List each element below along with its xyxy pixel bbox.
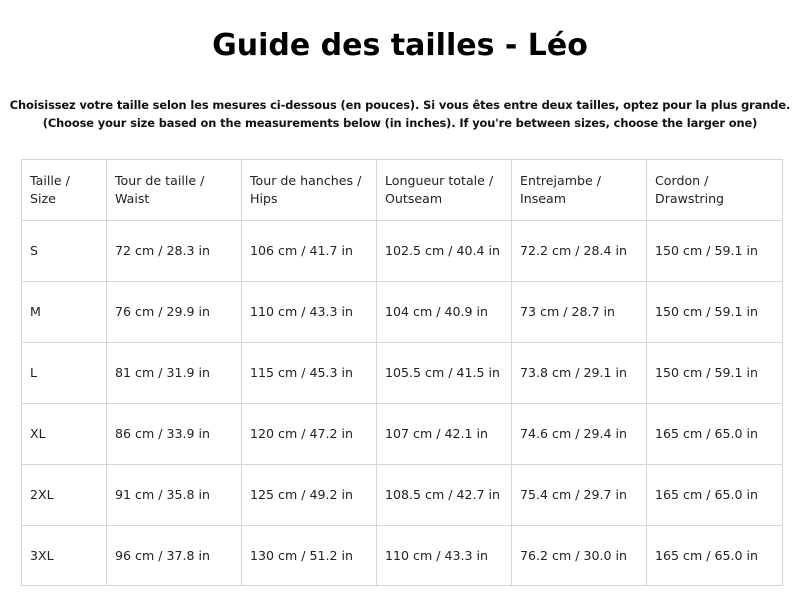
cell-size [22, 343, 107, 404]
cell-waist [107, 404, 242, 465]
cell-size [22, 282, 107, 343]
cell-inseam [512, 404, 647, 465]
header-drawstring-line1: Cordon / [655, 173, 709, 188]
cell-hips [242, 404, 377, 465]
cell-inseam [512, 465, 647, 526]
cell-text: 165 cm / 65.0 in [655, 426, 759, 441]
cell-text: 165 cm / 65.0 in [655, 547, 759, 563]
cell-inseam [512, 282, 647, 343]
cell-text: M [30, 304, 41, 319]
cell-text: 107 cm / 42.1 in [385, 426, 489, 441]
cell-text: 105.5 cm / 41.5 in [385, 365, 501, 380]
cell-text: 102.5 cm / 40.4 in [385, 243, 501, 258]
cell-text: 110 cm / 43.3 in [250, 304, 354, 319]
cell-text: 3XL [30, 547, 54, 563]
header-hips [242, 160, 377, 221]
cell-size [22, 465, 107, 526]
cell-inseam [512, 526, 647, 586]
cell-size [22, 404, 107, 465]
cell-outseam [377, 526, 512, 586]
cell-text: 125 cm / 49.2 in [250, 487, 354, 502]
cell-text: 72 cm / 28.3 in [115, 243, 210, 258]
cell-inseam [512, 221, 647, 282]
cell-waist [107, 526, 242, 586]
cell-drawstring [647, 343, 783, 404]
cell-text: 2XL [30, 487, 54, 502]
cell-size [22, 221, 107, 282]
header-outseam-line1: Longueur totale / [385, 173, 494, 188]
cell-text: 115 cm / 45.3 in [250, 365, 354, 380]
size-chart-table [21, 159, 783, 586]
header-waist-line1: Tour de taille / [115, 173, 205, 188]
cell-waist [107, 282, 242, 343]
table-row [22, 404, 783, 465]
header-inseam-line2: Inseam [520, 191, 566, 206]
cell-hips [242, 282, 377, 343]
page-title: Guide des tailles - Léo [212, 28, 588, 63]
cell-outseam [377, 404, 512, 465]
header-waist-line2: Waist [115, 191, 150, 206]
table-header-row [22, 160, 783, 221]
header-waist [107, 160, 242, 221]
cell-waist [107, 221, 242, 282]
header-inseam [512, 160, 647, 221]
header-outseam-line2: Outseam [385, 191, 443, 206]
cell-text: 108.5 cm / 42.7 in [385, 487, 501, 502]
table-row [22, 465, 783, 526]
cell-outseam [377, 343, 512, 404]
table-row [22, 526, 783, 586]
cell-text: L [30, 365, 38, 380]
cell-outseam [377, 282, 512, 343]
cell-text: 91 cm / 35.8 in [115, 487, 210, 502]
cell-text: 76 cm / 29.9 in [115, 304, 210, 319]
cell-drawstring [647, 282, 783, 343]
cell-hips [242, 221, 377, 282]
cell-text: 106 cm / 41.7 in [250, 243, 354, 258]
cell-text: 86 cm / 33.9 in [115, 426, 210, 441]
cell-waist [107, 465, 242, 526]
cell-hips [242, 343, 377, 404]
cell-text: 76.2 cm / 30.0 in [520, 547, 628, 563]
cell-outseam [377, 465, 512, 526]
cell-drawstring [647, 465, 783, 526]
cell-drawstring [647, 526, 783, 586]
cell-text: 73.8 cm / 29.1 in [520, 365, 628, 380]
cell-text: XL [30, 426, 46, 441]
cell-text: 110 cm / 43.3 in [385, 547, 489, 563]
cell-hips [242, 526, 377, 586]
cell-size [22, 526, 107, 586]
cell-text: 104 cm / 40.9 in [385, 304, 489, 319]
header-outseam [377, 160, 512, 221]
intro-line-english: (Choose your size based on the measurements below (in inches). If you're between sizes, choose the larger one) [42, 116, 758, 130]
header-size-line2: Size [30, 191, 56, 206]
intro-text [0, 96, 800, 132]
cell-text: 150 cm / 59.1 in [655, 304, 759, 319]
cell-text: 165 cm / 65.0 in [655, 487, 759, 502]
cell-drawstring [647, 221, 783, 282]
cell-hips [242, 465, 377, 526]
header-hips-line1: Tour de hanches / [250, 173, 362, 188]
cell-drawstring [647, 404, 783, 465]
table-row [22, 221, 783, 282]
cell-text: S [30, 243, 38, 258]
cell-text: 74.6 cm / 29.4 in [520, 426, 628, 441]
cell-text: 130 cm / 51.2 in [250, 547, 354, 563]
cell-text: 96 cm / 37.8 in [115, 547, 210, 563]
cell-text: 120 cm / 47.2 in [250, 426, 354, 441]
header-drawstring-line2: Drawstring [655, 191, 725, 206]
cell-text: 73 cm / 28.7 in [520, 304, 615, 319]
table-row [22, 343, 783, 404]
header-inseam-line1: Entrejambe / [520, 173, 601, 188]
intro-line-french: Choisissez votre taille selon les mesures ci-dessous (en pouces). Si vous êtes entre deux tailles, optez pour la plus grande. [9, 98, 791, 112]
cell-inseam [512, 343, 647, 404]
cell-text: 75.4 cm / 29.7 in [520, 487, 628, 502]
header-size-line1: Taille / [30, 173, 70, 188]
cell-text: 150 cm / 59.1 in [655, 243, 759, 258]
cell-waist [107, 343, 242, 404]
header-hips-line2: Hips [250, 191, 278, 206]
header-drawstring [647, 160, 783, 221]
cell-outseam [377, 221, 512, 282]
cell-text: 150 cm / 59.1 in [655, 365, 759, 380]
cell-text: 81 cm / 31.9 in [115, 365, 210, 380]
table-row [22, 282, 783, 343]
cell-text: 72.2 cm / 28.4 in [520, 243, 628, 258]
header-size [22, 160, 107, 221]
